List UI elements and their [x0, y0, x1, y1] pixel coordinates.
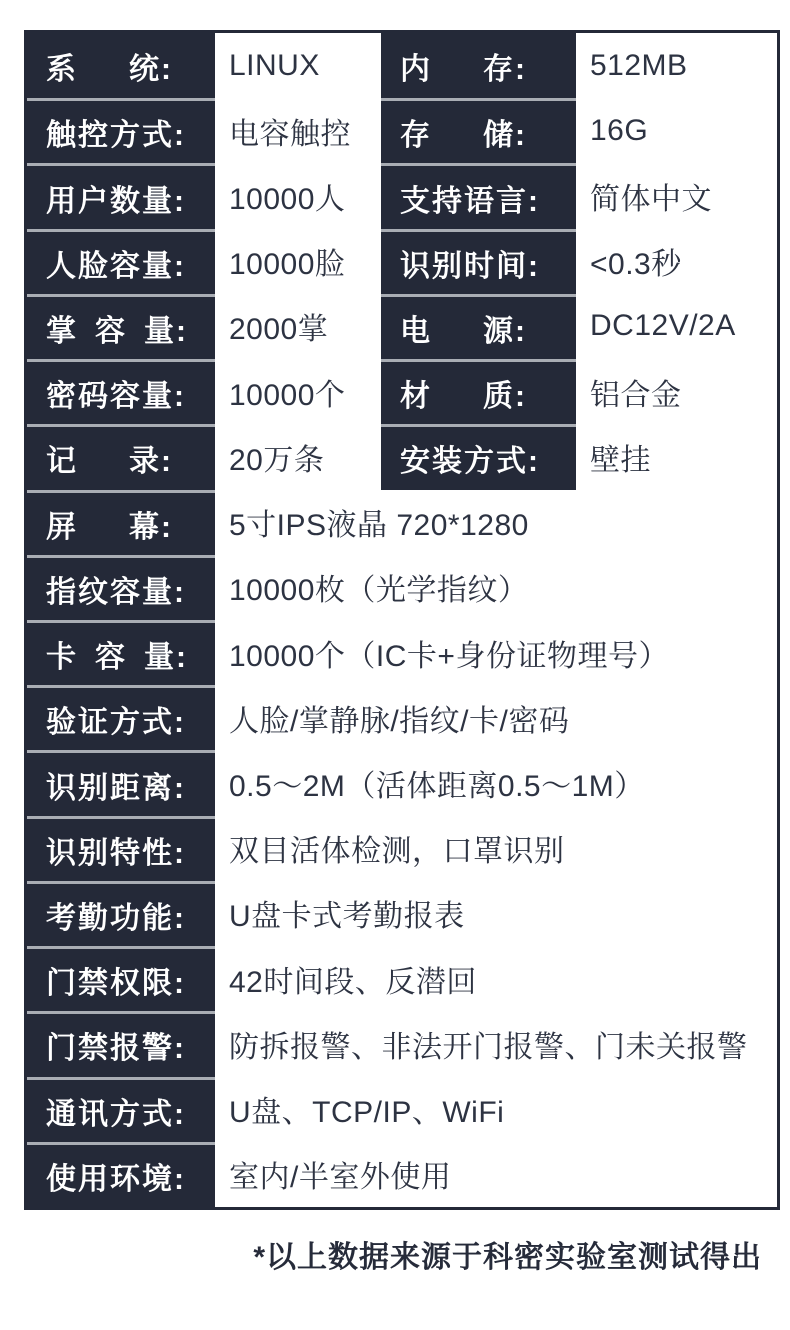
spec-label: 通讯方式: [27, 1077, 215, 1142]
spec-value: 10000个（IC卡+身份证物理号） [215, 620, 777, 685]
spec-value: 防拆报警、非法开门报警、门未关报警 [215, 1011, 777, 1076]
spec-label: 屏 幕: [27, 490, 215, 555]
spec-value-right: 壁挂 [576, 424, 777, 489]
spec-value: 双目活体检测，口罩识别 [215, 816, 777, 881]
spec-label-left: 密码容量: [27, 359, 215, 424]
spec-label: 门禁权限: [27, 946, 215, 1011]
spec-value-right: <0.3秒 [576, 229, 777, 294]
spec-label: 识别距离: [27, 750, 215, 815]
spec-value-right: 铝合金 [576, 359, 777, 424]
spec-label-left: 系 统: [27, 33, 215, 98]
spec-value: 人脸/掌静脉/指纹/卡/密码 [215, 685, 777, 750]
spec-label-right: 材 质: [381, 359, 576, 424]
spec-label-right: 电 源: [381, 294, 576, 359]
spec-value: U盘卡式考勤报表 [215, 881, 777, 946]
spec-value-right: 简体中文 [576, 163, 777, 228]
spec-value-right: 512MB [576, 33, 777, 98]
spec-value: U盘、TCP/IP、WiFi [215, 1077, 777, 1142]
spec-label-left: 用户数量: [27, 163, 215, 228]
spec-value: 10000枚（光学指纹） [215, 555, 777, 620]
spec-value: 室内/半室外使用 [215, 1142, 777, 1207]
spec-value-left: 10000个 [215, 359, 381, 424]
spec-label-right: 识别时间: [381, 229, 576, 294]
spec-value-left: 2000掌 [215, 294, 381, 359]
spec-label-left: 掌 容 量: [27, 294, 215, 359]
spec-label-right: 存 储: [381, 98, 576, 163]
spec-value: 0.5～2M（活体距离0.5～1M） [215, 750, 777, 815]
footnote-text: *以上数据来源于科密实验室测试得出 [253, 1241, 762, 1274]
spec-value: 5寸IPS液晶 720*1280 [215, 490, 777, 555]
spec-value-right: 16G [576, 98, 777, 163]
spec-table [24, 30, 780, 1210]
spec-label-left: 人脸容量: [27, 229, 215, 294]
spec-value-left: 电容触控 [215, 98, 381, 163]
spec-label: 使用环境: [27, 1142, 215, 1207]
spec-label-right: 安装方式: [381, 424, 576, 489]
spec-label: 指纹容量: [27, 555, 215, 620]
spec-value-left: LINUX [215, 33, 381, 98]
spec-label: 识别特性: [27, 816, 215, 881]
spec-label: 门禁报警: [27, 1011, 215, 1076]
spec-value-right: DC12V/2A [576, 294, 777, 359]
spec-value: 42时间段、反潜回 [215, 946, 777, 1011]
spec-label-left: 触控方式: [27, 98, 215, 163]
spec-value-left: 10000脸 [215, 229, 381, 294]
spec-label-right: 支持语言: [381, 163, 576, 228]
spec-label: 卡 容 量: [27, 620, 215, 685]
spec-label-right: 内 存: [381, 33, 576, 98]
spec-label: 验证方式: [27, 685, 215, 750]
spec-value-left: 10000人 [215, 163, 381, 228]
spec-value-left: 20万条 [215, 424, 381, 489]
spec-label: 考勤功能: [27, 881, 215, 946]
spec-label-left: 记 录: [27, 424, 215, 489]
